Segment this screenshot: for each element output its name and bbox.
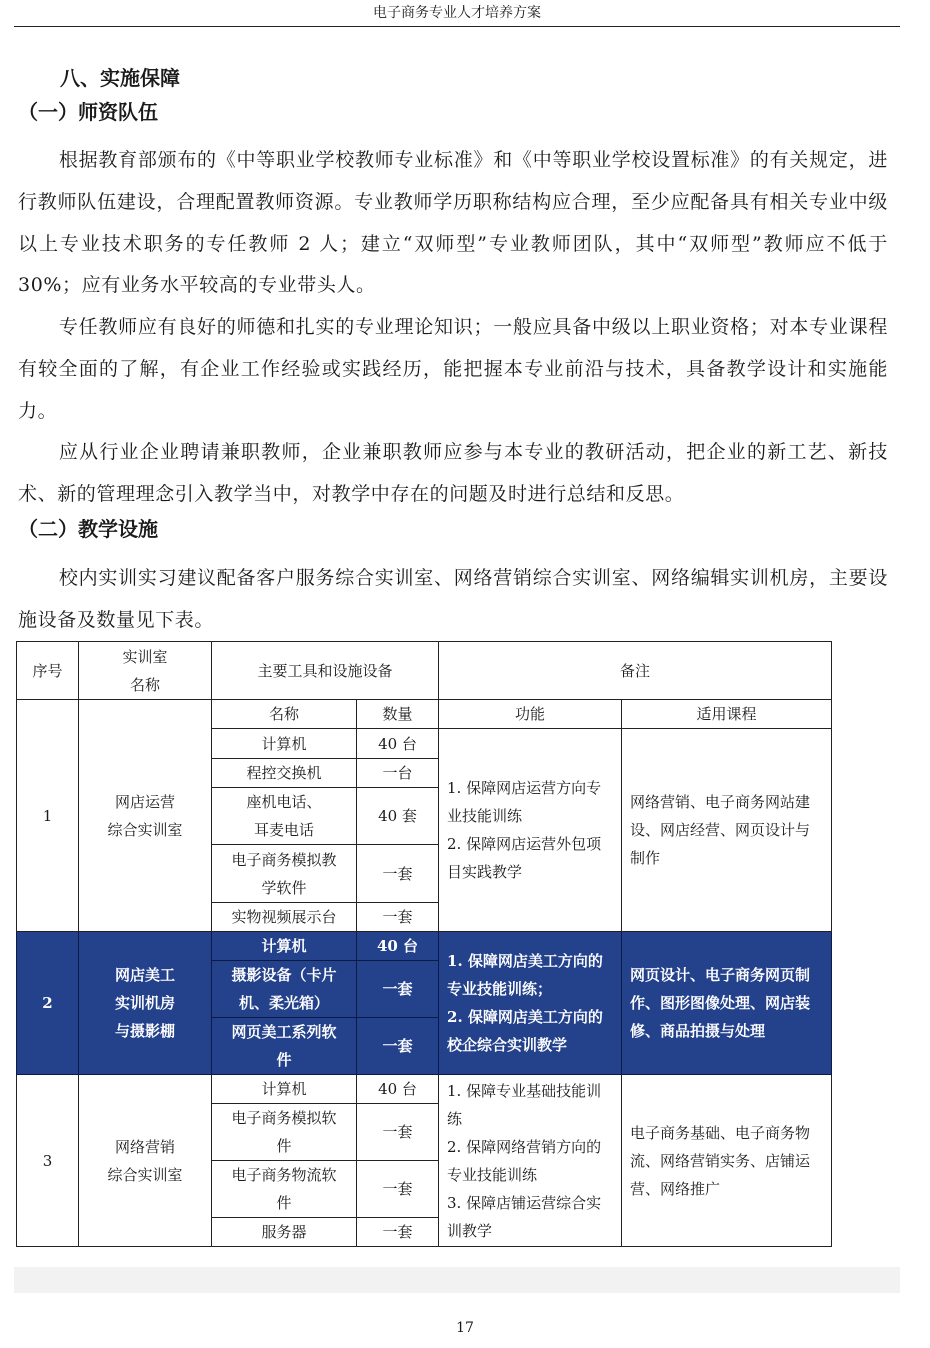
footer-band — [14, 1267, 900, 1293]
row2-item3-name: 网页美工系列软 件 — [212, 1018, 357, 1075]
running-header: 电子商务专业人才培养方案 — [14, 0, 900, 27]
table-row — [17, 1075, 832, 1104]
row1-item4-qty: 一套 — [357, 845, 439, 903]
row2-seq: 2 — [17, 932, 79, 1075]
paragraph-faculty-qualifications: 专任教师应有良好的师德和扎实的专业理论知识；一般应具备中级以上职业资格；对本专业课程有较全面的了解，有企业工作经验或实践经历，能把握本专业前沿与技术，具备教学设计和实施能力。 — [18, 316, 888, 422]
row3-item2-qty: 一套 — [357, 1104, 439, 1161]
row3-item3-qty: 一套 — [357, 1161, 439, 1218]
row2-item3-qty: 一套 — [357, 1018, 439, 1075]
row2-item1-qty: 40 台 — [357, 932, 439, 961]
row3-seq: 3 — [17, 1075, 79, 1247]
row1-item3-qty: 40 套 — [357, 788, 439, 845]
table-header-row — [17, 642, 832, 700]
row3-item2-name: 电子商务模拟软 件 — [212, 1104, 357, 1161]
facilities-table — [16, 641, 832, 1247]
row3-item1-name: 计算机 — [212, 1075, 357, 1104]
row3-item4-qty: 一套 — [357, 1218, 439, 1247]
row1-item2-name: 程控交换机 — [212, 759, 357, 788]
row1-item3-name: 座机电话、 耳麦电话 — [212, 788, 357, 845]
subsection-title-facilities: （二）教学设施 — [18, 517, 158, 541]
section-title: 八、实施保障 — [60, 66, 180, 90]
row2-function: 1. 保障网店美工方向的专业技能训练； 2. 保障网店美工方向的校企综合实训教学 — [439, 932, 622, 1075]
row1-item5-name: 实物视频展示台 — [212, 903, 357, 932]
row3-item1-qty: 40 台 — [357, 1075, 439, 1104]
row1-seq: 1 — [17, 700, 79, 932]
row1-item5-qty: 一套 — [357, 903, 439, 932]
highlighted-table-row — [17, 932, 832, 961]
subheader-qty: 数量 — [357, 700, 439, 729]
header-remarks: 备注 — [439, 642, 832, 700]
row3-item4-name: 服务器 — [212, 1218, 357, 1247]
row1-item2-qty: 一台 — [357, 759, 439, 788]
row1-item1-qty: 40 台 — [357, 729, 439, 759]
subsection-title-faculty: （一）师资队伍 — [18, 100, 158, 124]
row1-room: 网店运营 综合实训室 — [79, 700, 212, 932]
row3-item3-name: 电子商务物流软 件 — [212, 1161, 357, 1218]
page-number: 17 — [456, 1320, 474, 1336]
paragraph-facilities-intro: 校内实训实习建议配备客户服务综合实训室、网络营销综合实训室、网络编辑实训机房，主要设施设备及数量见下表。 — [18, 567, 888, 631]
row1-courses: 网络营销、电子商务网站建设、网店经营、网页设计与制作 — [622, 729, 832, 932]
row3-room: 网络营销 综合实训室 — [79, 1075, 212, 1247]
facilities-table-body — [17, 642, 832, 1247]
subheader-function: 功能 — [439, 700, 622, 729]
row1-item1-name: 计算机 — [212, 729, 357, 759]
header-room: 实训室 名称 — [79, 642, 212, 700]
subheader-courses: 适用课程 — [622, 700, 832, 729]
row3-courses: 电子商务基础、电子商务物流、网络营销实务、店铺运营、网络推广 — [622, 1075, 832, 1247]
header-seq: 序号 — [17, 642, 79, 700]
row3-function: 1. 保障专业基础技能训练 2. 保障网络营销方向的专业技能训练 3. 保障店铺运营综合实训教学 — [439, 1075, 622, 1247]
row1-item4-name: 电子商务模拟教 学软件 — [212, 845, 357, 903]
header-equipment: 主要工具和设施设备 — [212, 642, 439, 700]
row2-item2-qty: 一套 — [357, 961, 439, 1018]
row2-item1-name: 计算机 — [212, 932, 357, 961]
row2-room: 网店美工 实训机房 与摄影棚 — [79, 932, 212, 1075]
paragraph-faculty-standards: 根据教育部颁布的《中等职业学校教师专业标准》和《中等职业学校设置标准》的有关规定，进行教师队伍建设，合理配置教师资源。专业教师学历职称结构应合理，至少应配备具有相关专业中级以上专业技术职务的专任教师 2 人；建立“双师型”专业教师团队，其中“双师型”教师应不低于 30%；应有业务水平较高的专业带头人。 — [18, 149, 888, 297]
row1-function: 1. 保障网店运营方向专业技能训练 2. 保障网店运营外包项目实践教学 — [439, 729, 622, 932]
table-subheader-row — [17, 700, 832, 729]
subheader-name: 名称 — [212, 700, 357, 729]
row2-item2-name: 摄影设备（卡片 机、柔光箱） — [212, 961, 357, 1018]
row2-courses: 网页设计、电子商务网页制作、图形图像处理、网店装修、商品拍摄与处理 — [622, 932, 832, 1075]
paragraph-part-time-teachers: 应从行业企业聘请兼职教师，企业兼职教师应参与本专业的教研活动，把企业的新工艺、新技术、新的管理理念引入教学当中，对教学中存在的问题及时进行总结和反思。 — [18, 441, 888, 505]
